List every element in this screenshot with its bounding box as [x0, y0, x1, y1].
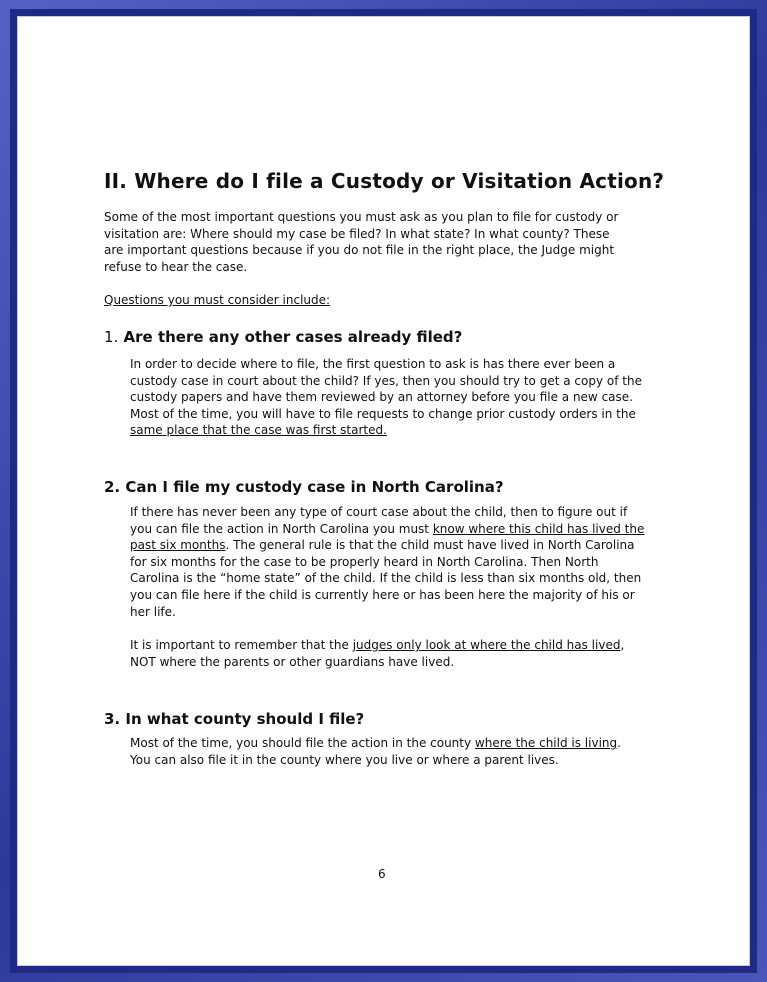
section-1-title: Are there any other cases already filed? — [123, 328, 463, 346]
section-2-line: If there has never been any type of court case about the child, then to figure out if — [130, 505, 628, 519]
section-2-p2-line: NOT where the parents or other guardians have lived. — [130, 654, 455, 669]
section-1-line: custody case in court about the child? If yes, then you should try to get a copy of the — [130, 373, 642, 388]
section-1-line: In order to decide where to file, the first question to ask is has there ever been a — [130, 357, 616, 371]
intro-line: refuse to hear the case. — [104, 259, 248, 274]
page-number: 6 — [378, 867, 386, 881]
section-1-body — [130, 356, 670, 439]
document-page — [17, 16, 750, 966]
section-1-underlined-line: same place that the case was first started. — [130, 423, 387, 438]
section-1-line: custody papers and have them reviewed by an attorney before you file a new case. — [130, 390, 633, 405]
section-2-line: for six months for the case to be properly heard in North Carolina. Then North — [130, 554, 599, 569]
section-2-line — [130, 537, 670, 554]
section-2-line3-underlined: past six months — [130, 538, 226, 553]
section-2-line — [130, 521, 670, 538]
section-2-body — [130, 504, 670, 620]
section-3-line: You can also file it in the county where you live or where a parent lives. — [130, 752, 559, 767]
section-3-line1-underlined: where the child is living — [474, 736, 618, 750]
intro-line: Some of the most important questions you must ask as you plan to file for custody or — [104, 210, 619, 224]
section-2-line3-text: . The general rule is that the child must have lived in North Carolina — [225, 538, 635, 553]
section-1-line: Most of the time, you will have to file requests to change prior custody orders in the — [130, 406, 636, 421]
section-2-number: 2. — [104, 478, 121, 496]
section-2-line: you can file here if the child is currently here or has been here the majority of his or — [130, 587, 635, 602]
page-title: II. Where do I file a Custody or Visitation Action? — [104, 169, 665, 193]
section-1-heading — [104, 328, 462, 346]
section-2-p2-underlined: judges only look at where the child has lived — [352, 638, 621, 652]
intro-line: visitation are: Where should my case be filed? In what state? In what county? These — [104, 226, 610, 241]
section-3-body — [130, 735, 670, 768]
section-3-number: 3. — [104, 710, 121, 728]
section-2-heading — [104, 478, 504, 496]
section-2-p2-text: It is important to remember that the — [130, 638, 353, 652]
questions-label: Questions you must consider include: — [104, 293, 331, 307]
section-2-line2-underlined: know where this child has lived the — [432, 521, 645, 536]
section-2-line: her life. — [130, 604, 176, 619]
section-2-line2-text: you can file the action in North Carolina you must — [130, 521, 433, 536]
section-3-title: In what county should I file? — [125, 710, 365, 728]
section-3-heading — [104, 710, 364, 728]
section-2-p2-end: , — [620, 638, 625, 652]
section-2-line: Carolina is the “home state” of the child. If the child is less than six months old, then — [130, 571, 642, 586]
section-1-number: 1. — [104, 328, 119, 346]
intro-line: are important questions because if you do not file in the right place, the Judge might — [104, 243, 615, 258]
section-3-line — [130, 735, 670, 752]
section-2-title: Can I file my custody case in North Carolina? — [125, 478, 504, 496]
section-3-line1-text: Most of the time, you should file the action in the county — [130, 736, 475, 750]
section-2-p2-line — [130, 637, 670, 654]
intro-paragraph — [104, 209, 664, 275]
section-3-line1-end: . — [617, 736, 621, 750]
section-2-body-2 — [130, 637, 670, 670]
